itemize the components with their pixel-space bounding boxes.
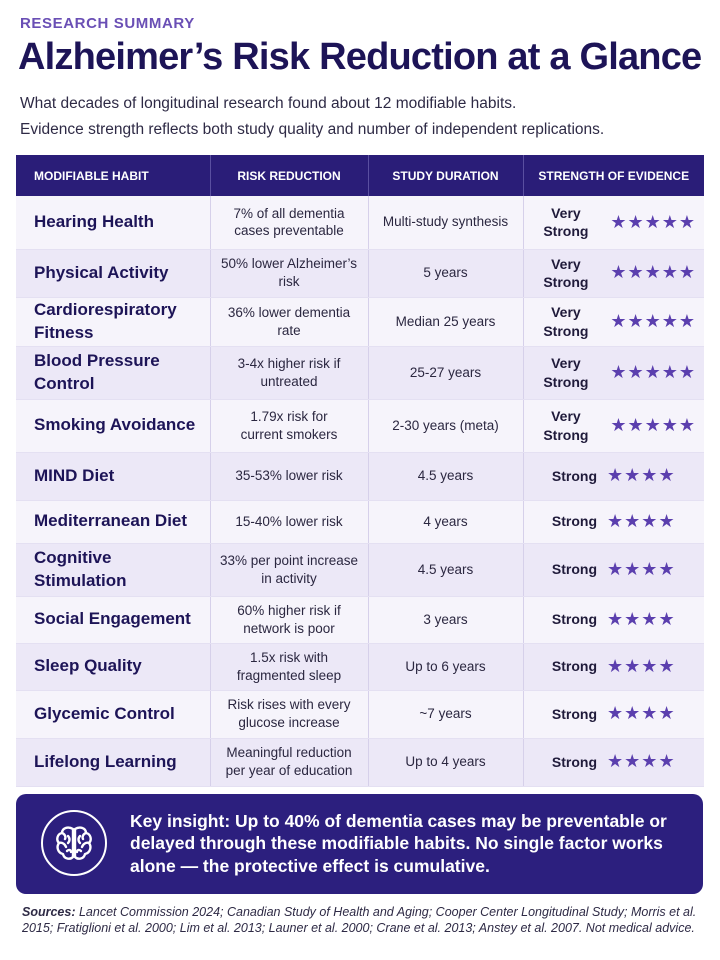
risk-reduction-line-1: 7% of all dementia	[233, 205, 345, 221]
risk-reduction-line-2: per year of education	[225, 763, 353, 778]
study-duration: 4 years	[368, 500, 523, 543]
risk-reduction-line-1: 1.5x risk with	[249, 649, 329, 665]
star-rating-icon: ★★★★	[607, 465, 676, 486]
risk-reduction-line-1: Meaningful reduction	[226, 745, 352, 761]
strength-cell	[523, 738, 704, 786]
strength-label: Strong	[551, 753, 598, 770]
risk-reduction-cell	[210, 196, 368, 249]
risk-reduction-line-1: 1.79x risk for	[250, 408, 328, 424]
strength-label: Very Strong	[543, 255, 589, 290]
sources-note	[22, 904, 702, 936]
study-duration: Multi-study synthesis	[368, 196, 523, 249]
table-row	[16, 249, 704, 297]
strength-cell	[523, 196, 704, 249]
strength-label: Strong	[551, 513, 598, 530]
habit-name: Social Engagement	[16, 596, 210, 643]
strength-cell	[523, 346, 704, 399]
study-duration: Up to 4 years	[368, 738, 523, 786]
table-header-row	[16, 155, 704, 196]
risk-reduction-cell	[210, 297, 368, 346]
risk-reduction-line-1: 60% higher risk if	[237, 602, 341, 618]
strength-cell	[523, 643, 704, 690]
risk-reduction-line-1: 3-4x higher risk if	[237, 355, 341, 371]
table-row	[16, 399, 704, 452]
column-header-reduction: RISK REDUCTION	[210, 155, 368, 196]
table-row	[16, 346, 704, 399]
column-header-strength: STRENGTH OF EVIDENCE	[523, 155, 704, 196]
star-rating-icon: ★★★★	[607, 510, 676, 531]
star-rating-icon: ★★★★	[607, 655, 676, 676]
risk-reduction-line-2: glucose increase	[238, 715, 340, 730]
study-duration: 4.5 years	[368, 452, 523, 500]
habit-name: Physical Activity	[16, 249, 210, 297]
risk-reduction-line-1: 35-53% lower risk	[235, 468, 343, 484]
risk-reduction-line-1: Risk rises with every	[227, 697, 351, 713]
habit-name: Lifelong Learning	[16, 738, 210, 786]
risk-reduction-line-2: untreated	[260, 373, 318, 389]
strength-label: Strong	[551, 705, 598, 722]
table-row	[16, 643, 704, 690]
strength-cell	[523, 249, 704, 297]
risk-reduction-line-2: current smokers	[240, 426, 338, 442]
table-row	[16, 543, 704, 596]
page-title: Alzheimer’s Risk Reduction at a Glance	[18, 36, 702, 78]
table-row	[16, 196, 704, 249]
eyebrow-label: RESEARCH SUMMARY	[20, 15, 195, 32]
strength-cell	[523, 596, 704, 643]
strength-label: Very Strong	[543, 205, 589, 240]
strength-label: Very Strong	[543, 355, 589, 390]
column-header-habit: MODIFIABLE HABIT	[16, 155, 210, 196]
risk-reduction-line-2: network is poor	[243, 620, 335, 636]
strength-label: Strong	[551, 467, 598, 484]
key-insight-box	[16, 794, 703, 894]
risk-reduction-cell	[210, 452, 368, 500]
risk-reduction-cell	[210, 500, 368, 543]
study-duration: Median 25 years	[368, 297, 523, 346]
risk-reduction-cell	[210, 738, 368, 786]
star-rating-icon: ★★★★★	[610, 361, 696, 382]
table-row	[16, 738, 704, 786]
habit-name: Sleep Quality	[16, 643, 210, 690]
habit-name: Cognitive Stimulation	[16, 543, 210, 596]
study-duration: ~7 years	[368, 690, 523, 738]
table-row	[16, 452, 704, 500]
risk-reduction-cell	[210, 643, 368, 690]
habit-name: Blood Pressure Control	[16, 346, 210, 399]
subtitle-line-1: What decades of longitudinal research found about 12 modifiable habits.	[20, 95, 517, 112]
table-row	[16, 690, 704, 738]
star-rating-icon: ★★★★★	[610, 414, 696, 435]
study-duration: 25-27 years	[368, 346, 523, 399]
study-duration: Up to 6 years	[368, 643, 523, 690]
study-duration: 2-30 years (meta)	[368, 399, 523, 452]
strength-cell	[523, 690, 704, 738]
star-rating-icon: ★★★★★	[610, 310, 696, 331]
strength-label: Very Strong	[543, 408, 589, 443]
key-insight-text: Key insight: Up to 40% of dementia cases may be preventable or delayed through these modifiable habits. No single factor works alone — the protective effect is cumulative.	[130, 811, 667, 876]
risk-reduction-cell	[210, 249, 368, 297]
study-duration: 5 years	[368, 249, 523, 297]
strength-label: Strong	[551, 561, 598, 578]
brain-icon	[41, 810, 107, 876]
strength-cell	[523, 500, 704, 543]
habits-table	[16, 155, 704, 787]
risk-reduction-line-2: fragmented sleep	[236, 667, 342, 683]
risk-reduction-cell	[210, 690, 368, 738]
habit-name: Cardiorespiratory Fitness	[16, 297, 210, 346]
risk-reduction-cell	[210, 399, 368, 452]
sources-label: Sources:	[22, 905, 76, 919]
risk-reduction-line-1: 36% lower dementia rate	[227, 304, 351, 338]
subtitle-line-2: Evidence strength reflects both study quality and number of independent replications.	[20, 121, 605, 138]
star-rating-icon: ★★★★	[607, 703, 676, 724]
habit-name: MIND Diet	[16, 452, 210, 500]
risk-reduction-cell	[210, 346, 368, 399]
habit-name: Smoking Avoidance	[16, 399, 210, 452]
strength-label: Strong	[551, 658, 598, 675]
risk-reduction-line-1: 33% per point increase	[219, 552, 359, 568]
risk-reduction-cell	[210, 543, 368, 596]
star-rating-icon: ★★★★	[607, 608, 676, 629]
star-rating-icon: ★★★★	[607, 751, 676, 772]
star-rating-icon: ★★★★★	[610, 262, 696, 283]
risk-reduction-line-1: 50% lower Alzheimer’s risk	[220, 256, 358, 289]
habit-name: Mediterranean Diet	[16, 500, 210, 543]
star-rating-icon: ★★★★★	[610, 211, 696, 232]
habit-name: Glycemic Control	[16, 690, 210, 738]
risk-reduction-line-2: cases preventable	[234, 223, 344, 239]
risk-reduction-cell	[210, 596, 368, 643]
risk-reduction-line-1: 15-40% lower risk	[235, 513, 343, 529]
sources-text: Lancet Commission 2024; Canadian Study of Health and Aging; Cooper Center Longitudinal Study; Morris et al. 2015; Fratiglioni et al. 2000; Lim et al. 2013; Launer et al. 2000; Crane et al. 2013; Anstey et al. 2007. Not medical advice.	[22, 905, 697, 935]
strength-cell	[523, 399, 704, 452]
strength-label: Very Strong	[543, 304, 589, 339]
risk-reduction-line-2: in activity	[261, 570, 317, 586]
column-header-duration: STUDY DURATION	[368, 155, 523, 196]
table-row	[16, 297, 704, 346]
strength-cell	[523, 452, 704, 500]
study-duration: 3 years	[368, 596, 523, 643]
table-row	[16, 500, 704, 543]
strength-cell	[523, 297, 704, 346]
table-row	[16, 596, 704, 643]
strength-label: Strong	[551, 611, 598, 628]
study-duration: 4.5 years	[368, 543, 523, 596]
habit-name: Hearing Health	[16, 196, 210, 249]
star-rating-icon: ★★★★	[607, 558, 676, 579]
strength-cell	[523, 543, 704, 596]
